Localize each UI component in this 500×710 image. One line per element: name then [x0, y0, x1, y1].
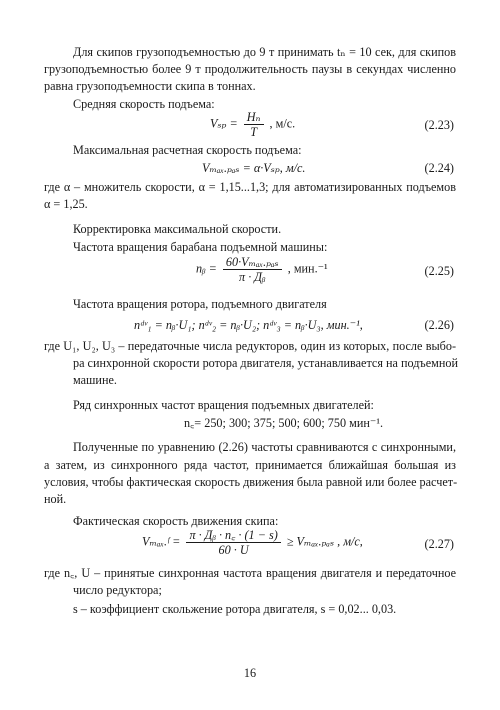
- equation-lhs: nᵦ =: [196, 261, 217, 276]
- equation-number: (2.25): [424, 264, 454, 278]
- equation-tail: , мин.⁻¹: [287, 261, 328, 276]
- text-line: Ряд синхронных частот вращения подъемных двигателей:: [73, 398, 374, 412]
- equation-number: (2.26): [424, 318, 454, 332]
- text-line: где U₁, U₂, U₃ – передаточные числа редукторов, один из которых, после выбо-: [44, 339, 456, 353]
- equation-number: (2.27): [424, 537, 454, 551]
- text-line: грузоподъемностью более 9 т продолжительность паузы в секундах численно: [44, 62, 456, 76]
- text-line: s – коэффициент скольжение ротора двигателя, s = 0,02... 0,03.: [73, 602, 397, 616]
- text-line: машине.: [73, 373, 117, 387]
- equation-number: (2.23): [424, 118, 454, 132]
- text-line: Полученные по уравнению (2.26) частоты сравниваются с синхронными,: [73, 440, 456, 454]
- fraction: [223, 255, 282, 284]
- text-line: условия, чтобы фактическая скорость движения была равной или более расчет-: [44, 475, 458, 489]
- fraction-numerator: π · Дᵦ · n꜀ · (1 − s): [186, 528, 280, 543]
- equation-lhs: Vₛₚ =: [210, 116, 238, 131]
- fraction-denominator: π · Дᵦ: [239, 270, 266, 284]
- text-line: Для скипов грузоподъемностью до 9 т принимать tₙ = 10 сек, для скипов: [73, 45, 456, 59]
- equation-lhs: Vₘₐₓ.ᶠ =: [142, 534, 181, 549]
- page-number: 16: [243, 666, 257, 680]
- fraction: [244, 110, 264, 139]
- text-line: Максимальная расчетная скорость подъема:: [73, 143, 302, 157]
- fraction-denominator: T: [250, 125, 258, 139]
- equation-2-27: [142, 528, 363, 557]
- text-line: равна грузоподъемности скипа в тоннах.: [44, 79, 256, 93]
- equation-2-26: nᵈᵛ₁ = nᵦ·U₁; nᵈᵛ₂ = nᵦ·U₂; nᵈᵛ₃ = nᵦ·U₃, мин.⁻¹,: [134, 318, 363, 332]
- equation-number: (2.24): [424, 161, 454, 175]
- equation-tail: , м/с.: [269, 116, 296, 131]
- fraction-numerator: 60·Vₘₐₓ.ₚₐₛ: [223, 255, 282, 270]
- text-line: где n꜀, U – принятые синхронная частота вращения двигателя и передаточное: [44, 566, 456, 580]
- equation-2-25: [196, 255, 328, 284]
- equation-2-23: [210, 110, 295, 139]
- text-line: а затем, из синхронного ряда частот, принимается ближайшая большая из: [44, 458, 456, 472]
- equation-tail: ≥ Vₘₐₓ.ₚₐₛ , м/с,: [286, 534, 363, 549]
- text-line: Корректировка максимальной скорости.: [73, 222, 282, 236]
- text-line: Частота вращения ротора, подъемного двигателя: [73, 297, 327, 311]
- text-line: ной.: [44, 492, 67, 506]
- fraction-numerator: Hₙ: [244, 110, 264, 125]
- text-line: Фактическая скорость движения скипа:: [73, 514, 279, 528]
- sync-series: n꜀= 250; 300; 375; 500; 600; 750 мин⁻¹.: [184, 416, 384, 430]
- fraction-denominator: 60 · U: [218, 543, 249, 557]
- equation-2-24: Vₘₐₓ.ₚₐₛ = α·Vₛₚ, м/с.: [202, 161, 306, 175]
- text-line: где α – множитель скорости, α = 1,15...1,3; для автоматизированных подъемов: [44, 180, 456, 194]
- text-line: число редуктора;: [73, 583, 162, 597]
- fraction: [186, 528, 280, 557]
- text-line: Частота вращения барабана подъемной машины:: [73, 240, 328, 254]
- text-line: Средняя скорость подъема:: [73, 97, 215, 111]
- text-line: ра синхронной скорости ротора двигателя, устанавливается на подъемной: [73, 356, 458, 370]
- text-line: α = 1,25.: [44, 197, 88, 211]
